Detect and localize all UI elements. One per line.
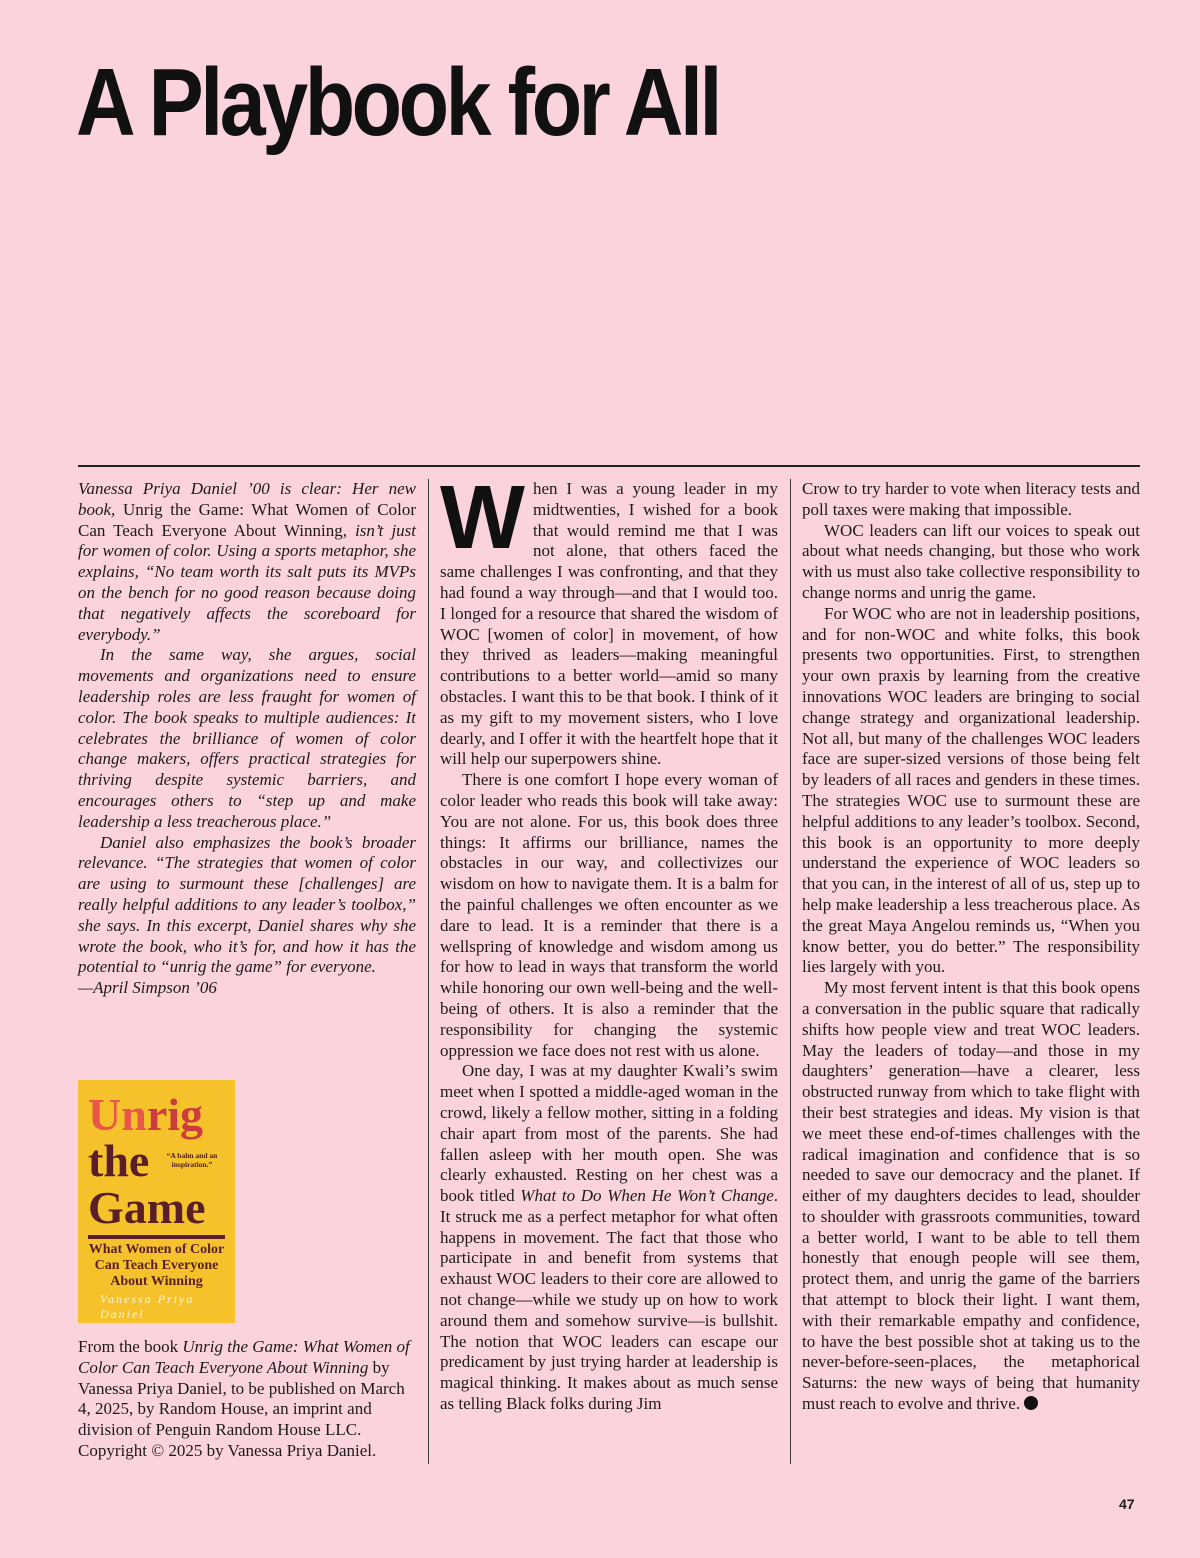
cover-title-line — [88, 1089, 204, 1140]
intro-text: Vanessa Priya Daniel ’00 is clear: Her new book, — [78, 479, 416, 519]
cover-title-un: Un — [88, 1089, 147, 1140]
body-text: One day, I was at my daughter Kwali’s swim meet when I spotted a middle-aged woman in the crowd, likely a fellow mother, sitting in a folding chair apart from most of the parents. She had fallen asleep with her mouth open. She was clearly exhausted. Resting on her chest was a book titled — [440, 1061, 778, 1206]
page-number: 47 — [1119, 1496, 1135, 1512]
headline: A Playbook for All — [76, 49, 719, 156]
book-credit — [78, 1337, 418, 1462]
body-paragraph: There is one comfort I hope every woman of color leader who reads this book will take away: You are not alone. For us, this book does three things: It affirms our brilliance, names the obstacles in our way, and collectivizes our wisdom on how to navigate them. It is a balm for the painful challenges we often encounter as we dare to lead. It is a reminder that there is a wellspring of knowledge and wisdom among us for how to lead in ways that transform the world while honoring our own well-being and the well-being of others. It is also a reminder that the responsibility for changing the systemic oppression we face does not rest with us alone. — [440, 770, 778, 1060]
intro-text: isn’t just for women of color. Using a sports metaphor, she explains, “No team worth its salt puts its MVPs on the bench for no good reason because doing that negatively affects the scoreboard for everybody.” — [78, 520, 416, 644]
cover-title-game: Game — [88, 1182, 206, 1233]
end-mark-icon — [1024, 1396, 1038, 1410]
column-divider — [428, 479, 429, 1464]
book-title-text: Unrig the Game: What Women of Color Can Teach Everyone About Winning, — [78, 499, 417, 540]
body-paragraph — [440, 1061, 778, 1415]
drop-cap: W — [440, 468, 525, 568]
cover-rule — [88, 1235, 225, 1239]
body-column-2 — [802, 479, 1140, 1415]
intro-byline: —April Simpson ’06 — [78, 978, 217, 998]
cover-blurb: “A balm and an inspiration.” — [166, 1151, 218, 1169]
credit-book-title: Unrig the Game: What Women of Color Can Teach Everyone About Winning — [78, 1337, 410, 1377]
column-divider — [790, 479, 791, 1464]
credit-text: by Vanessa Priya Daniel, to be published on March 4, 2025, by Random House, an imprint and division of Penguin Random House LLC. Copyright © 2025 by Vanessa Priya Daniel. — [78, 1357, 405, 1460]
body-text: hen I was a young leader in my midtwenties, I wished for a book that would remind me that I was not alone, that others faced the same challenges I was confronting, and that they had found a way through—and that I would too. I longed for a resource that shared the wisdom of WOC [women of color] in movement, of how they thrived as leaders—making meaningful contributions to a better world—amid so many obstacles. I want this to be that book. I think of it as my gift to my movement sisters, who I love dearly, and I offer it with the heartfelt hope that it will help our superpowers shine. — [440, 479, 778, 769]
top-rule — [78, 465, 1140, 467]
body-paragraph — [440, 468, 778, 770]
body-text: . It struck me as a perfect metaphor for what often happens in movement. The fact that those who participate in and benefit from systems that exhaust WOC leaders to their core are allowed to not change—while we study up on how to work around them and somehow survive—is bullshit. The notion that WOC leaders can escape our predicament by just trying harder at leadership is magical thinking. It makes about as much sense as telling Black folks during Jim — [440, 1186, 778, 1414]
intro-paragraph: Daniel also emphasizes the book’s broader relevance. “The strategies that women of color are using to surmount these [challenges] are really helpful additions to any leader’s toolbox,” she says. In this excerpt, Daniel shares why she wrote the book, who it’s for, and how it has the potential to “unrig the game” for everyone. — [78, 832, 416, 977]
credit-text: From the book — [78, 1337, 183, 1356]
body-text: My most fervent intent is that this book opens a conversation in the public square that radically shifts how people view and treat WOC leaders. May the leaders of today—and those in my daughters’ generation—have a clearer, less obstructed runway from which to take flight with their best strategies and ideas. My vision is that we meet these end-of-times challenges with the radical imagination and confidence that is so needed to save our democracy and the planet. If either of my daughters decides to lead, shoulder to shoulder with grassroots communities, toward a better world, I want to be able to tell them honestly that enough people will see them, protect them, and unrig the game of the barriers that attempt to block their light. I want them, with their remarkable empathy and confidence, to have the best possible shot at taking us to the never-before-seen-places, the metaphorical Saturns: the new ways of being that humanity must reach to evolve and thrive. — [802, 978, 1140, 1414]
cover-title-rig: rig — [146, 1089, 204, 1140]
cited-book-title: What to Do When He Won’t Change — [520, 1186, 774, 1206]
body-paragraph: WOC leaders can lift our voices to speak out about what needs changing, but those who work with us must also take collective responsibility to change norms and unrig the game. — [802, 520, 1140, 602]
intro-paragraph: In the same way, she argues, social movements and organizations need to ensure leadership roles are less fraught for women of color. The book speaks to multiple audiences: It celebrates the brilliance of women of color change makers, offers practical strategies for thriving despite systemic barriers, and encourages others to “step up and make leadership a less treacherous place.” — [78, 645, 416, 831]
body-column-1 — [440, 468, 778, 1415]
cover-author: Vanessa Priya Daniel — [100, 1292, 195, 1321]
cover-subtitle: What Women of Color Can Teach Everyone About Winning — [88, 1242, 225, 1289]
body-paragraph: For WOC who are not in leadership positions, and for non-WOC and white folks, this book presents two opportunities. First, to strengthen your own praxis by learning from the creative innovations WOC leaders are bringing to social change strategy and organizational leadership. Not all, but many of the challenges WOC leaders face are super-sized versions of those being felt by leaders of all races and genders in these times. The strategies WOC use to surmount these are helpful additions to any leader’s toolbox. Second, this book is an opportunity to more deeply understand the experience of WOC leaders so that you can, in the interest of all of us, step up to help make leadership a less treacherous place. As the great Maya Angelou reminds us, “When you know better, you do better.” The responsibility lies largely with you. — [802, 603, 1140, 977]
book-cover-image — [78, 1080, 235, 1323]
intro-column — [78, 479, 416, 999]
body-paragraph: Crow to try harder to vote when literacy tests and poll taxes were making that impossible. — [802, 479, 1140, 519]
body-paragraph — [802, 978, 1140, 1415]
intro-paragraph — [78, 479, 416, 645]
cover-title-the: the — [88, 1135, 150, 1186]
